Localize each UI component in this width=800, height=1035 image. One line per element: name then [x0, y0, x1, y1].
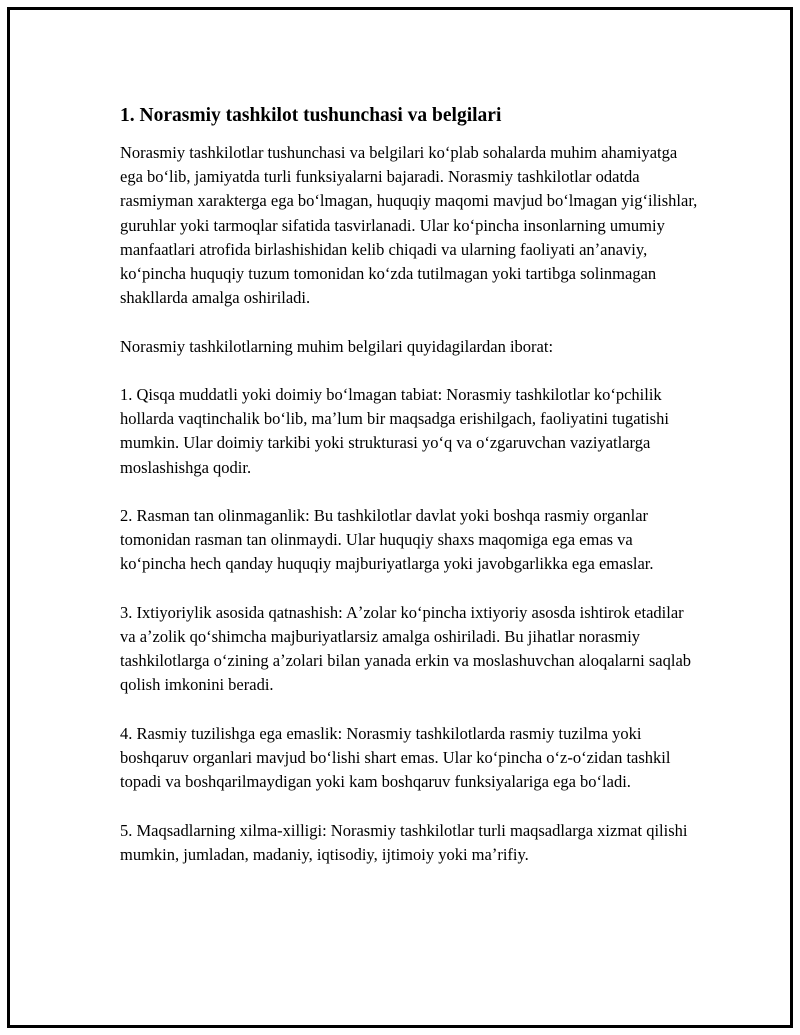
paragraph-intro: Norasmiy tashkilotlar tushunchasi va belgilari koʻplab sohalarda muhim ahamiyatga ega boʻlib, jamiyatda turli funksiyalarni bajaradi. Norasmiy tashkilotlar odatda rasmiyman xarakterga ega boʻlmagan, huquqiy maqomi mavjud boʻlmagan yigʻilishlar, guruhlar yoki tarmoqlar sifatida tasvirlanadi. Ular koʻpincha insonlarning umumiy manfaatlari atrofida birlashishidan kelib chiqadi va ularning faoliyati anʼanaviy, koʻpincha huquqiy tuzum tomonidan koʻzda tutilmagan yoki tartibga solinmagan shakllarda amalga oshiriladi. [120, 143, 698, 308]
page-border [7, 7, 793, 1028]
list-item-2: 2. Rasman tan olinmaganlik: Bu tashkilotlar davlat yoki boshqa rasmiy organlar tomonidan rasman tan olinmaydi. Ular huquqiy shaxs maqomiga ega emas va koʻpincha hech qanday huquqiy majburiyatlarga yoki javobgarlikka ega emaslar. [120, 506, 654, 574]
document-body [120, 104, 700, 891]
list-item-5: 5. Maqsadlarning xilma-xilligi: Norasmiy tashkilotlar turli maqsadlarga xizmat qilishi mumkin, jumladan, madaniy, iqtisodiy, ijtimoiy yoki maʼrifiy. [120, 820, 688, 864]
paragraph-features-lead: Norasmiy tashkilotlarning muhim belgilari quyidagilardan iborat: [120, 336, 554, 356]
list-item-1: 1. Qisqa muddatli yoki doimiy boʻlmagan tabiat: Norasmiy tashkilotlar koʻpchilik hollarda vaqtinchalik boʻlib, maʼlum bir maqsadga erishilgach, faoliyatini tugatishi mumkin. Ular doimiy tarkibi yoki strukturasi yoʻq va oʻzgaruvchan vaziyatlarga moslashishga qodir. [120, 385, 669, 477]
list-item-3: 3. Ixtiyoriylik asosida qatnashish: Aʼzolar koʻpincha ixtiyoriy asosda ishtirok etadilar va aʼzolik qoʻshimcha majburiyatlarsiz amalga oshiriladi. Bu jihatlar norasmiy tashkilotlarga oʻzining aʼzolari bilan yanada erkin va moslashuvchan aloqalarni saqlab qolish imkonini beradi. [120, 602, 692, 695]
section-heading: 1. Norasmiy tashkilot tushunchasi va belgilari [120, 105, 502, 126]
list-item-4: 4. Rasmiy tuzilishga ega emaslik: Norasmiy tashkilotlarda rasmiy tuzilma yoki boshqaruv organlari mavjud boʻlishi shart emas. Ular koʻpincha oʻz-oʻzidan tashkil topadi va boshqarilmaydigan yoki kam boshqaruv funksiyalariga ega boʻladi. [120, 723, 671, 792]
